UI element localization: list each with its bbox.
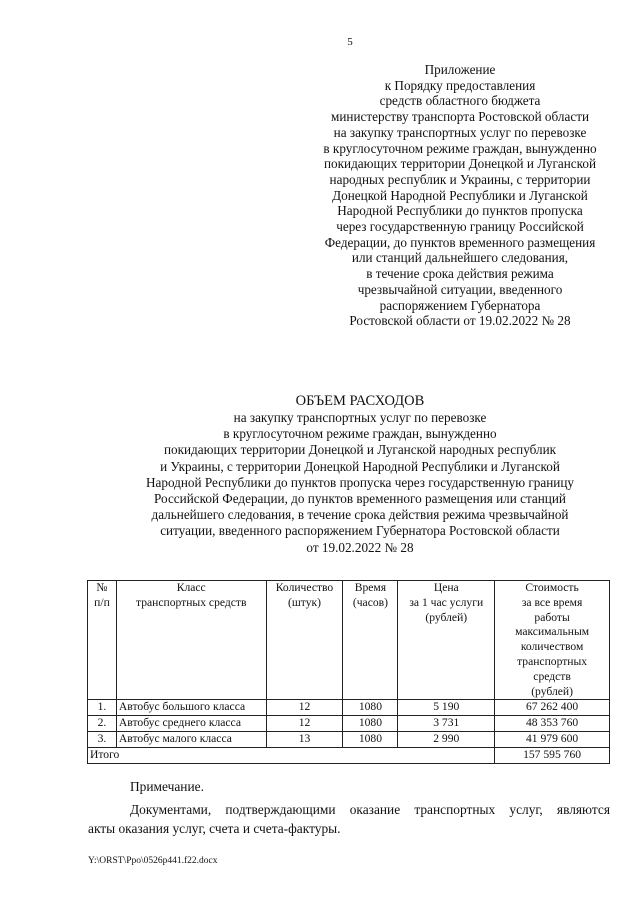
note-text bbox=[88, 800, 610, 838]
appendix-line: народных республик и Украины, с территории bbox=[329, 171, 591, 187]
appendix-line: Ростовской области от 19.02.2022 № 28 bbox=[349, 313, 571, 329]
header-cost: Стоимость за все время работы максимальным количеством транспортных средств (рублей) bbox=[495, 581, 610, 700]
appendix-line: покидающих территории Донецкой и Луганской bbox=[323, 156, 597, 172]
title-line: покидающих территории Донецкой и Луганской народных республик bbox=[163, 442, 557, 458]
cell-num: 3. bbox=[88, 731, 117, 747]
title-line: на закупку транспортных услуг по перевозке bbox=[233, 410, 487, 425]
cell-cost: 41 979 600 bbox=[495, 731, 610, 747]
cell-price: 5 190 bbox=[398, 700, 495, 716]
title-line: ситуации, введенного распоряжением Губернатора Ростовской области bbox=[160, 523, 560, 539]
cell-quantity: 12 bbox=[266, 700, 343, 716]
table-header-row bbox=[88, 581, 610, 700]
cell-num: 1. bbox=[88, 700, 117, 716]
cell-class: Автобус большого класса bbox=[116, 700, 266, 716]
cell-time: 1080 bbox=[343, 716, 398, 732]
appendix-line: через государственную границу Российской bbox=[336, 219, 584, 235]
appendix-line: в круглосуточном режиме граждан, вынужденно bbox=[323, 140, 597, 156]
header-class: Класс транспортных средств bbox=[116, 581, 266, 700]
cell-time: 1080 bbox=[343, 731, 398, 747]
header-price: Цена за 1 час услуги (рублей) bbox=[398, 581, 495, 700]
total-value: 157 595 760 bbox=[495, 747, 610, 763]
cell-class: Автобус малого класса bbox=[116, 731, 266, 747]
cell-time: 1080 bbox=[343, 700, 398, 716]
header-time: Время (часов) bbox=[343, 581, 398, 700]
appendix-line: на закупку транспортных услуг по перевозке bbox=[333, 124, 587, 140]
cell-num: 2. bbox=[88, 716, 117, 732]
title-line: и Украины, с территории Донецкой Народной Республики и Луганской bbox=[160, 458, 560, 474]
cell-cost: 48 353 760 bbox=[495, 716, 610, 732]
appendix-block bbox=[290, 62, 630, 329]
appendix-line: чрезвычайной ситуации, введенного bbox=[357, 281, 563, 297]
table-total-row bbox=[88, 747, 610, 763]
cell-class: Автобус среднего класса bbox=[116, 716, 266, 732]
appendix-line: Приложение bbox=[424, 62, 496, 77]
appendix-line: Народной Республики до пунктов пропуска bbox=[337, 203, 583, 219]
total-label: Итого bbox=[88, 747, 495, 763]
table-row bbox=[88, 716, 610, 732]
cell-quantity: 13 bbox=[266, 731, 343, 747]
cell-price: 2 990 bbox=[398, 731, 495, 747]
table-row bbox=[88, 731, 610, 747]
header-num: № п/п bbox=[88, 581, 117, 700]
appendix-line: средств областного бюджета bbox=[379, 93, 541, 109]
appendix-line: или станций дальнейшего следования, bbox=[351, 250, 569, 266]
file-path: Y:\ORST\Ppo\0526p441.f22.docx bbox=[88, 856, 218, 866]
title-line: Народной Республики до пунктов пропуска через государственную границу bbox=[145, 474, 574, 490]
appendix-line: Донецкой Народной Республики и Луганской bbox=[332, 187, 588, 203]
appendix-line: Федерации, до пунктов временного размещения bbox=[324, 234, 596, 250]
appendix-line: в течение срока действия режима bbox=[366, 266, 554, 282]
title-line: в круглосуточном режиме граждан, вынужденно bbox=[223, 426, 497, 442]
appendix-line: к Порядку предоставления bbox=[384, 77, 536, 93]
note-line: акты оказания услуг, счета и счета-фактуры. bbox=[88, 821, 341, 836]
title-line: от 19.02.2022 № 28 bbox=[306, 539, 414, 555]
header-quantity: Количество (штук) bbox=[266, 581, 343, 700]
cell-price: 3 731 bbox=[398, 716, 495, 732]
note-title: Примечание. bbox=[130, 779, 204, 794]
cell-quantity: 12 bbox=[266, 716, 343, 732]
document-title bbox=[0, 392, 640, 556]
cell-cost: 67 262 400 bbox=[495, 700, 610, 716]
note-line: Документами, подтверждающими оказание транспортных услуг, являются bbox=[130, 802, 610, 817]
page-number: 5 bbox=[347, 36, 353, 48]
title-line: дальнейшего следования, в течение срока действия режима чрезвычайной bbox=[151, 507, 569, 523]
appendix-line: распоряжением Губернатора bbox=[379, 297, 541, 313]
expenses-table bbox=[87, 580, 610, 764]
table-row bbox=[88, 700, 610, 716]
title-heading: ОБЪЕМ РАСХОДОВ bbox=[295, 393, 425, 409]
title-line: Российской Федерации, до пунктов временного размещения или станций bbox=[154, 491, 566, 507]
appendix-line: министерству транспорта Ростовской области bbox=[330, 109, 590, 125]
